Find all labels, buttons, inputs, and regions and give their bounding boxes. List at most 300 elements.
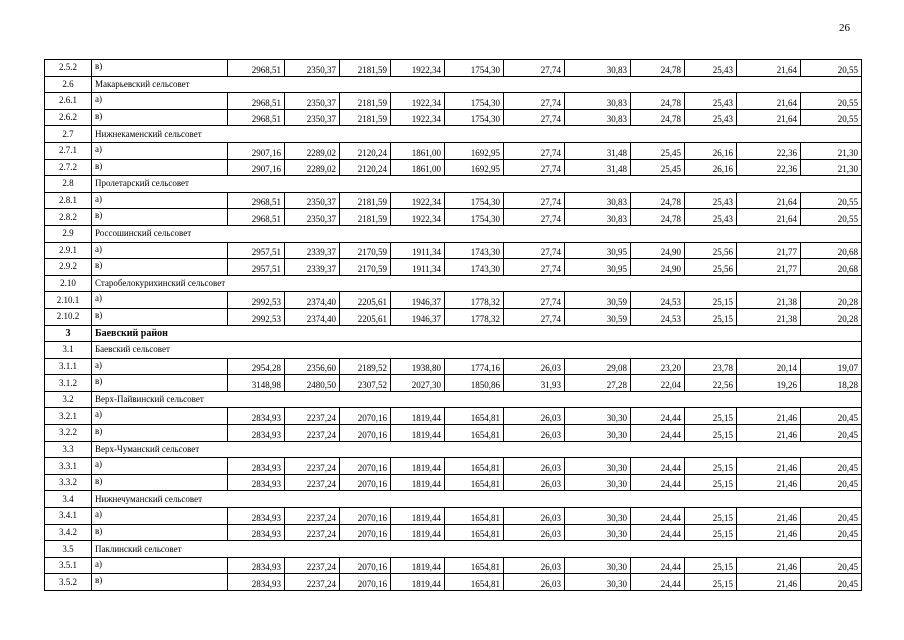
section-title: Верх-Чуманский сельсовет xyxy=(92,441,340,458)
value-cell: 25,15 xyxy=(685,524,737,541)
section-row xyxy=(45,126,862,143)
value-cell: 21,46 xyxy=(737,557,801,574)
tariff-table xyxy=(44,59,862,591)
value-cell: 2968,51 xyxy=(228,109,285,126)
value-cell: 2834,93 xyxy=(228,557,285,574)
table-row xyxy=(45,425,862,442)
value-cell: 1654,81 xyxy=(445,524,504,541)
row-label: а) xyxy=(92,358,228,375)
value-cell: 2834,93 xyxy=(228,474,285,491)
table-row xyxy=(45,358,862,375)
value-cell: 26,03 xyxy=(504,425,565,442)
value-cell: 25,15 xyxy=(685,474,737,491)
row-code: 3.3.2 xyxy=(45,474,92,491)
row-label: в) xyxy=(92,308,228,325)
row-label: а) xyxy=(92,242,228,259)
value-cell: 24,78 xyxy=(631,109,685,126)
value-cell: 30,83 xyxy=(565,60,631,77)
value-cell: 2237,24 xyxy=(285,574,340,591)
value-cell: 1754,30 xyxy=(445,60,504,77)
value-cell: 21,64 xyxy=(737,209,801,226)
section-title: Старобелокурихинский сельсовет xyxy=(92,275,340,292)
value-cell: 30,30 xyxy=(565,425,631,442)
value-cell: 27,74 xyxy=(504,242,565,259)
row-code: 3.4.1 xyxy=(45,508,92,525)
value-cell: 19,26 xyxy=(737,375,801,392)
value-cell: 2834,93 xyxy=(228,458,285,475)
value-cell: 21,46 xyxy=(737,524,801,541)
value-cell: 30,83 xyxy=(565,209,631,226)
value-cell: 2237,24 xyxy=(285,524,340,541)
value-cell: 2289,02 xyxy=(285,159,340,176)
value-cell: 31,93 xyxy=(504,375,565,392)
value-cell: 1911,34 xyxy=(391,242,445,259)
section-title: Пролетарский сельсовет xyxy=(92,176,340,193)
value-cell: 30,30 xyxy=(565,408,631,425)
row-label: в) xyxy=(92,524,228,541)
value-cell: 2237,24 xyxy=(285,458,340,475)
value-cell: 21,77 xyxy=(737,259,801,276)
row-code: 2.8.1 xyxy=(45,192,92,209)
value-cell: 1819,44 xyxy=(391,425,445,442)
value-cell: 2834,93 xyxy=(228,508,285,525)
value-cell: 25,15 xyxy=(685,458,737,475)
section-filler xyxy=(340,541,862,558)
value-cell: 20,55 xyxy=(801,209,862,226)
value-cell: 24,44 xyxy=(631,574,685,591)
section-filler xyxy=(340,126,862,143)
value-cell: 27,74 xyxy=(504,60,565,77)
value-cell: 1819,44 xyxy=(391,458,445,475)
row-code: 2.7 xyxy=(45,126,92,143)
value-cell: 27,74 xyxy=(504,308,565,325)
value-cell: 20,28 xyxy=(801,308,862,325)
value-cell: 21,38 xyxy=(737,292,801,309)
value-cell: 25,15 xyxy=(685,425,737,442)
value-cell: 2968,51 xyxy=(228,192,285,209)
value-cell: 21,46 xyxy=(737,458,801,475)
value-cell: 1922,34 xyxy=(391,192,445,209)
value-cell: 1922,34 xyxy=(391,60,445,77)
value-cell: 2027,30 xyxy=(391,375,445,392)
table-row xyxy=(45,474,862,491)
value-cell: 24,78 xyxy=(631,192,685,209)
value-cell: 2350,37 xyxy=(285,60,340,77)
section-filler xyxy=(340,342,862,359)
row-code: 2.7.1 xyxy=(45,142,92,159)
table-row xyxy=(45,242,862,259)
section-title: Россошинский сельсовет xyxy=(92,225,340,242)
value-cell: 20,55 xyxy=(801,93,862,110)
row-label: в) xyxy=(92,159,228,176)
value-cell: 1754,30 xyxy=(445,109,504,126)
table-row xyxy=(45,524,862,541)
value-cell: 24,53 xyxy=(631,308,685,325)
value-cell: 27,74 xyxy=(504,109,565,126)
row-code: 3.1.2 xyxy=(45,375,92,392)
value-cell: 25,43 xyxy=(685,209,737,226)
value-cell: 24,44 xyxy=(631,508,685,525)
value-cell: 2968,51 xyxy=(228,60,285,77)
value-cell: 26,03 xyxy=(504,557,565,574)
row-code: 3 xyxy=(45,325,92,342)
section-title: Нижнекаменский сельсовет xyxy=(92,126,340,143)
value-cell: 27,28 xyxy=(565,375,631,392)
row-code: 2.9.2 xyxy=(45,259,92,276)
table-row xyxy=(45,60,862,77)
value-cell: 19,07 xyxy=(801,358,862,375)
value-cell: 21,64 xyxy=(737,192,801,209)
value-cell: 1819,44 xyxy=(391,408,445,425)
value-cell: 1819,44 xyxy=(391,557,445,574)
value-cell: 21,30 xyxy=(801,142,862,159)
value-cell: 27,74 xyxy=(504,209,565,226)
value-cell: 21,77 xyxy=(737,242,801,259)
value-cell: 21,30 xyxy=(801,159,862,176)
row-code: 3.3.1 xyxy=(45,458,92,475)
value-cell: 2350,37 xyxy=(285,109,340,126)
value-cell: 2181,59 xyxy=(340,209,391,226)
value-cell: 27,74 xyxy=(504,259,565,276)
section-filler xyxy=(340,225,862,242)
value-cell: 2289,02 xyxy=(285,142,340,159)
row-code: 2.8 xyxy=(45,176,92,193)
value-cell: 30,95 xyxy=(565,242,631,259)
table-row xyxy=(45,142,862,159)
value-cell: 1692,95 xyxy=(445,142,504,159)
value-cell: 2237,24 xyxy=(285,557,340,574)
value-cell: 2968,51 xyxy=(228,93,285,110)
row-code: 2.5.2 xyxy=(45,60,92,77)
section-filler xyxy=(340,325,862,342)
row-code: 3.5.2 xyxy=(45,574,92,591)
value-cell: 22,04 xyxy=(631,375,685,392)
value-cell: 1754,30 xyxy=(445,209,504,226)
value-cell: 2834,93 xyxy=(228,524,285,541)
value-cell: 26,16 xyxy=(685,159,737,176)
value-cell: 1654,81 xyxy=(445,408,504,425)
value-cell: 1922,34 xyxy=(391,93,445,110)
value-cell: 21,38 xyxy=(737,308,801,325)
section-row xyxy=(45,342,862,359)
value-cell: 22,56 xyxy=(685,375,737,392)
value-cell: 2350,37 xyxy=(285,93,340,110)
row-label: в) xyxy=(92,474,228,491)
value-cell: 25,45 xyxy=(631,159,685,176)
value-cell: 23,78 xyxy=(685,358,737,375)
value-cell: 21,64 xyxy=(737,109,801,126)
value-cell: 20,14 xyxy=(737,358,801,375)
value-cell: 1754,30 xyxy=(445,192,504,209)
value-cell: 2120,24 xyxy=(340,142,391,159)
value-cell: 30,59 xyxy=(565,292,631,309)
row-code: 3.2 xyxy=(45,391,92,408)
value-cell: 25,43 xyxy=(685,192,737,209)
value-cell: 2957,51 xyxy=(228,259,285,276)
row-code: 2.10.1 xyxy=(45,292,92,309)
value-cell: 3148,98 xyxy=(228,375,285,392)
value-cell: 1922,34 xyxy=(391,209,445,226)
row-code: 2.10 xyxy=(45,275,92,292)
value-cell: 20,45 xyxy=(801,458,862,475)
section-row xyxy=(45,541,862,558)
value-cell: 25,15 xyxy=(685,292,737,309)
value-cell: 2992,53 xyxy=(228,308,285,325)
section-title: Нижнечуманский сельсовет xyxy=(92,491,340,508)
row-label: а) xyxy=(92,93,228,110)
section-row xyxy=(45,491,862,508)
page-number: 26 xyxy=(839,22,850,34)
value-cell: 1938,80 xyxy=(391,358,445,375)
value-cell: 2070,16 xyxy=(340,425,391,442)
value-cell: 2070,16 xyxy=(340,574,391,591)
row-code: 2.6 xyxy=(45,76,92,93)
value-cell: 2907,16 xyxy=(228,159,285,176)
section-filler xyxy=(340,391,862,408)
section-title: Баевский район xyxy=(92,325,340,342)
value-cell: 1654,81 xyxy=(445,474,504,491)
value-cell: 20,45 xyxy=(801,508,862,525)
value-cell: 1654,81 xyxy=(445,557,504,574)
value-cell: 24,78 xyxy=(631,209,685,226)
row-code: 2.10.2 xyxy=(45,308,92,325)
value-cell: 2120,24 xyxy=(340,159,391,176)
value-cell: 25,15 xyxy=(685,508,737,525)
row-label: а) xyxy=(92,192,228,209)
row-code: 3.1 xyxy=(45,342,92,359)
value-cell: 25,15 xyxy=(685,557,737,574)
value-cell: 2350,37 xyxy=(285,209,340,226)
value-cell: 2339,37 xyxy=(285,242,340,259)
value-cell: 24,44 xyxy=(631,425,685,442)
value-cell: 24,78 xyxy=(631,93,685,110)
value-cell: 1692,95 xyxy=(445,159,504,176)
value-cell: 21,46 xyxy=(737,574,801,591)
value-cell: 2205,61 xyxy=(340,308,391,325)
table-row xyxy=(45,308,862,325)
value-cell: 20,68 xyxy=(801,242,862,259)
row-label: в) xyxy=(92,375,228,392)
value-cell: 30,30 xyxy=(565,574,631,591)
row-label: в) xyxy=(92,60,228,77)
value-cell: 1819,44 xyxy=(391,524,445,541)
row-label: а) xyxy=(92,557,228,574)
value-cell: 2237,24 xyxy=(285,408,340,425)
table-row xyxy=(45,192,862,209)
table-body xyxy=(45,60,862,591)
row-code: 3.2.1 xyxy=(45,408,92,425)
row-code: 3.3 xyxy=(45,441,92,458)
value-cell: 30,30 xyxy=(565,474,631,491)
row-label: в) xyxy=(92,425,228,442)
value-cell: 24,53 xyxy=(631,292,685,309)
value-cell: 1946,37 xyxy=(391,308,445,325)
value-cell: 2170,59 xyxy=(340,242,391,259)
row-label: в) xyxy=(92,259,228,276)
value-cell: 2237,24 xyxy=(285,474,340,491)
row-code: 3.5.1 xyxy=(45,557,92,574)
value-cell: 20,55 xyxy=(801,192,862,209)
value-cell: 2205,61 xyxy=(340,292,391,309)
value-cell: 24,90 xyxy=(631,259,685,276)
value-cell: 20,45 xyxy=(801,524,862,541)
table-row xyxy=(45,209,862,226)
value-cell: 1654,81 xyxy=(445,425,504,442)
row-label: в) xyxy=(92,574,228,591)
value-cell: 1946,37 xyxy=(391,292,445,309)
value-cell: 2350,37 xyxy=(285,192,340,209)
value-cell: 25,43 xyxy=(685,93,737,110)
section-row xyxy=(45,176,862,193)
value-cell: 20,45 xyxy=(801,557,862,574)
value-cell: 2374,40 xyxy=(285,308,340,325)
value-cell: 20,68 xyxy=(801,259,862,276)
value-cell: 27,74 xyxy=(504,192,565,209)
table-row xyxy=(45,259,862,276)
value-cell: 2834,93 xyxy=(228,574,285,591)
value-cell: 1754,30 xyxy=(445,93,504,110)
value-cell: 21,46 xyxy=(737,508,801,525)
value-cell: 20,45 xyxy=(801,474,862,491)
value-cell: 18,28 xyxy=(801,375,862,392)
row-code: 3.5 xyxy=(45,541,92,558)
table-row xyxy=(45,574,862,591)
value-cell: 27,74 xyxy=(504,159,565,176)
value-cell: 2307,52 xyxy=(340,375,391,392)
value-cell: 20,55 xyxy=(801,60,862,77)
value-cell: 2170,59 xyxy=(340,259,391,276)
value-cell: 2237,24 xyxy=(285,425,340,442)
value-cell: 2968,51 xyxy=(228,209,285,226)
value-cell: 24,44 xyxy=(631,557,685,574)
value-cell: 31,48 xyxy=(565,159,631,176)
section-filler xyxy=(340,275,862,292)
value-cell: 26,03 xyxy=(504,458,565,475)
value-cell: 2356,60 xyxy=(285,358,340,375)
value-cell: 25,15 xyxy=(685,574,737,591)
table-row xyxy=(45,109,862,126)
table-row xyxy=(45,458,862,475)
value-cell: 2181,59 xyxy=(340,93,391,110)
row-code: 3.4.2 xyxy=(45,524,92,541)
value-cell: 30,30 xyxy=(565,557,631,574)
row-code: 2.6.1 xyxy=(45,93,92,110)
value-cell: 24,44 xyxy=(631,474,685,491)
value-cell: 2070,16 xyxy=(340,458,391,475)
value-cell: 2181,59 xyxy=(340,60,391,77)
value-cell: 27,74 xyxy=(504,292,565,309)
value-cell: 1922,34 xyxy=(391,109,445,126)
table-row xyxy=(45,557,862,574)
row-code: 2.9 xyxy=(45,225,92,242)
value-cell: 24,44 xyxy=(631,524,685,541)
row-label: а) xyxy=(92,508,228,525)
row-code: 3.4 xyxy=(45,491,92,508)
section-row xyxy=(45,225,862,242)
table-row xyxy=(45,93,862,110)
row-label: а) xyxy=(92,458,228,475)
value-cell: 24,90 xyxy=(631,242,685,259)
value-cell: 1654,81 xyxy=(445,574,504,591)
row-label: а) xyxy=(92,292,228,309)
value-cell: 30,30 xyxy=(565,458,631,475)
value-cell: 27,74 xyxy=(504,93,565,110)
value-cell: 2834,93 xyxy=(228,408,285,425)
value-cell: 2957,51 xyxy=(228,242,285,259)
table-row xyxy=(45,159,862,176)
value-cell: 26,03 xyxy=(504,408,565,425)
value-cell: 2339,37 xyxy=(285,259,340,276)
value-cell: 21,64 xyxy=(737,93,801,110)
section-filler xyxy=(340,176,862,193)
section-row xyxy=(45,275,862,292)
table-row xyxy=(45,408,862,425)
row-label: в) xyxy=(92,209,228,226)
value-cell: 1819,44 xyxy=(391,574,445,591)
value-cell: 1911,34 xyxy=(391,259,445,276)
row-label: а) xyxy=(92,142,228,159)
value-cell: 24,44 xyxy=(631,408,685,425)
row-code: 2.9.1 xyxy=(45,242,92,259)
value-cell: 25,45 xyxy=(631,142,685,159)
row-code: 3.1.1 xyxy=(45,358,92,375)
value-cell: 23,20 xyxy=(631,358,685,375)
value-cell: 30,30 xyxy=(565,508,631,525)
value-cell: 1819,44 xyxy=(391,508,445,525)
value-cell: 25,43 xyxy=(685,109,737,126)
value-cell: 20,55 xyxy=(801,109,862,126)
value-cell: 25,15 xyxy=(685,308,737,325)
value-cell: 22,36 xyxy=(737,142,801,159)
value-cell: 26,03 xyxy=(504,474,565,491)
value-cell: 1861,00 xyxy=(391,142,445,159)
value-cell: 1743,30 xyxy=(445,259,504,276)
section-title: Верх-Пайвинский сельсовет xyxy=(92,391,340,408)
value-cell: 30,30 xyxy=(565,524,631,541)
value-cell: 26,03 xyxy=(504,574,565,591)
row-code: 2.8.2 xyxy=(45,209,92,226)
value-cell: 1861,00 xyxy=(391,159,445,176)
section-filler xyxy=(340,441,862,458)
value-cell: 20,45 xyxy=(801,425,862,442)
value-cell: 1654,81 xyxy=(445,508,504,525)
value-cell: 25,56 xyxy=(685,259,737,276)
value-cell: 21,64 xyxy=(737,60,801,77)
value-cell: 30,59 xyxy=(565,308,631,325)
value-cell: 25,56 xyxy=(685,242,737,259)
section-filler xyxy=(340,491,862,508)
value-cell: 1819,44 xyxy=(391,474,445,491)
value-cell: 21,46 xyxy=(737,425,801,442)
value-cell: 30,83 xyxy=(565,109,631,126)
value-cell: 2907,16 xyxy=(228,142,285,159)
value-cell: 25,15 xyxy=(685,408,737,425)
value-cell: 20,45 xyxy=(801,574,862,591)
section-row xyxy=(45,441,862,458)
value-cell: 1778,32 xyxy=(445,292,504,309)
table-row xyxy=(45,375,862,392)
value-cell: 29,08 xyxy=(565,358,631,375)
value-cell: 21,46 xyxy=(737,408,801,425)
value-cell: 1743,30 xyxy=(445,242,504,259)
value-cell: 2181,59 xyxy=(340,109,391,126)
row-code: 2.7.2 xyxy=(45,159,92,176)
row-code: 3.2.2 xyxy=(45,425,92,442)
value-cell: 2070,16 xyxy=(340,508,391,525)
value-cell: 2070,16 xyxy=(340,408,391,425)
value-cell: 24,44 xyxy=(631,458,685,475)
value-cell: 2992,53 xyxy=(228,292,285,309)
